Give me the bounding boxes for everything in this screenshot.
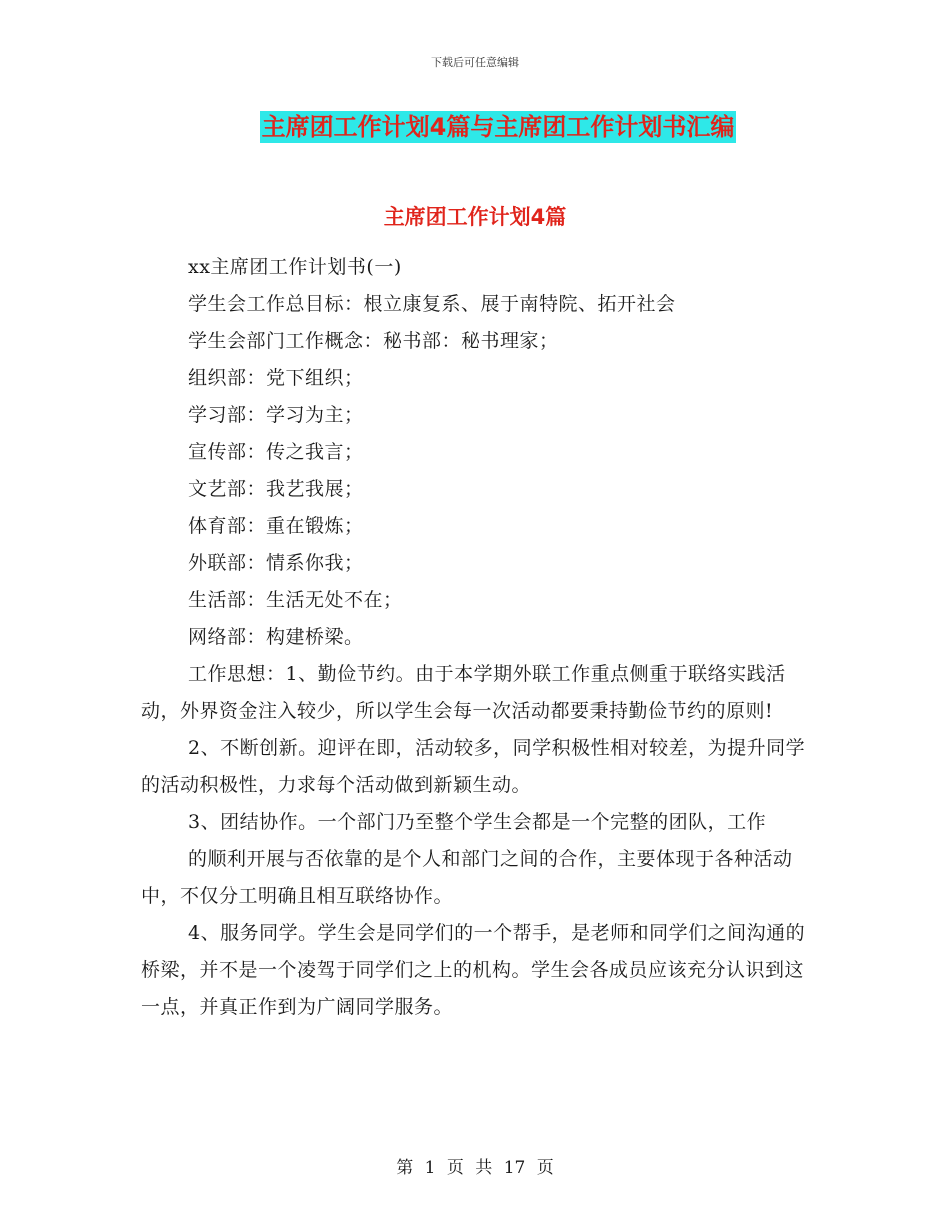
- body-line: 学生会工作总目标：根立康复系、展于南特院、拓开社会: [188, 293, 676, 315]
- body-paragraph: 2、不断创新。迎评在即，活动较多，同学积极性相对较差，为提升同学的活动积极性，力求每个活动做到新颖生动。: [141, 737, 806, 796]
- body-paragraph: 3、团结协作。一个部门乃至整个学生会都是一个完整的团队，工作: [188, 811, 767, 833]
- sub-title: 主席团工作计划4篇: [383, 205, 567, 229]
- body-line: 外联部：情系你我；: [188, 552, 364, 574]
- body-line: 宣传部：传之我言；: [188, 441, 364, 463]
- main-title-container: [0, 111, 950, 143]
- body-line: 文艺部：我艺我展；: [188, 478, 364, 500]
- body-line: xx主席团工作计划书(一): [188, 256, 402, 278]
- body-line: 体育部：重在锻炼；: [188, 515, 364, 537]
- document-body: [141, 249, 809, 1026]
- body-paragraph: 工作思想：1、勤俭节约。由于本学期外联工作重点侧重于联络实践活动，外界资金注入较少，所以学生会每一次活动都要秉持勤俭节约的原则!: [141, 663, 786, 722]
- page-number: 第 1 页 共 17 页: [396, 1158, 554, 1178]
- main-title: 主席团工作计划4篇与主席团工作计划书汇编: [261, 113, 735, 141]
- body-line: 网络部：构建桥梁。: [188, 626, 364, 648]
- header-note: 下载后可任意编辑: [431, 56, 519, 69]
- body-paragraph: 4、服务同学。学生会是同学们的一个帮手，是老师和同学们之间沟通的桥梁，并不是一个凌驾于同学们之上的机构。学生会各成员应该充分认识到这一点，并真正作到为广阔同学服务。: [141, 922, 806, 1018]
- body-line: 生活部：生活无处不在；: [188, 589, 403, 611]
- body-line: 学习部：学习为主；: [188, 404, 364, 426]
- body-line: 学生会部门工作概念：秘书部：秘书理家；: [188, 330, 559, 352]
- body-line: 组织部：党下组织；: [188, 367, 364, 389]
- body-paragraph: 的顺利开展与否依靠的是个人和部门之间的合作，主要体现于各种活动中，不仅分工明确且相互联络协作。: [141, 848, 793, 907]
